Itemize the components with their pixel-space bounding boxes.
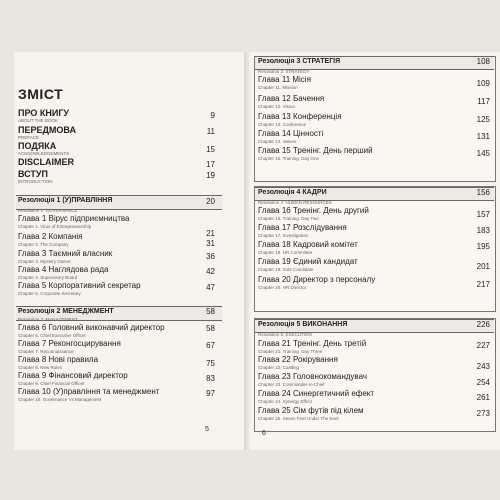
resolution-subtitle: Resolution 3: STRATEGY [258, 69, 310, 74]
page-ref: 125 [476, 115, 490, 124]
page-ref: 201 [476, 262, 490, 271]
page-number: 5 [205, 426, 209, 433]
chapter-title: Глава 13 Конференція [258, 112, 342, 121]
chapter-title: Глава 20 Директор з персоналу [258, 275, 376, 284]
chapter-subtitle: Chapter 22. Castling [258, 365, 300, 370]
chapter-subtitle: Chapter 16. Training. Day Two [258, 216, 319, 221]
page-ref: 83 [206, 374, 215, 383]
page-ref: 217 [476, 280, 490, 289]
page-ref: 117 [477, 97, 490, 106]
page-ref: 97 [206, 389, 215, 398]
chapter-title: Глава 21 Тренінг. День третій [258, 339, 367, 348]
chapter-title: Глава 3 Таємний власник [18, 249, 113, 258]
chapter-subtitle: Chapter 25. Seven Feet Under The Keel [258, 416, 339, 421]
page-ref: 17 [206, 160, 215, 169]
page-ref: 243 [476, 362, 490, 371]
front-entry-about-en: ABOUT THE BOOK [18, 118, 58, 123]
chapter-subtitle: Chapter 9. Chief Financial Officer [18, 381, 85, 386]
page-ref: 145 [476, 149, 490, 158]
chapter-title: Глава 22 Рокірування [258, 355, 338, 364]
chapter-subtitle: Chapter 18. HR Committee [258, 250, 313, 255]
chapter-subtitle: Chapter 4. Supervisory Board [18, 275, 78, 280]
chapter-subtitle: Chapter 21. Training. Day Three [258, 349, 323, 354]
chapter-subtitle: Chapter 13. Conference [258, 122, 307, 127]
chapter-title: Глава 17 Розслідування [258, 223, 347, 232]
chapter-title: Глава 12 Бачення [258, 94, 325, 103]
chapter-title: Глава 4 Наглядова рада [18, 265, 109, 274]
resolution-heading: Резолюція 2 МЕНЕДЖМЕНТ [16, 306, 222, 321]
chapter-title: Глава 23 Головнокомандувач [258, 372, 368, 381]
front-entry-ack: ПОДЯКА [18, 141, 57, 151]
page-ref: 183 [476, 226, 490, 235]
page-ref: 109 [476, 79, 490, 88]
chapter-subtitle: Chapter 14. Values [258, 139, 297, 144]
chapter-subtitle: Chapter 19. Sole Candidate [258, 267, 314, 272]
chapter-title: Глава 18 Кадровий комітет [258, 240, 358, 249]
page-ref: 9 [210, 111, 215, 120]
page-ref: 157 [476, 210, 490, 219]
page-ref: 36 [206, 252, 215, 261]
resolution-subtitle: Resolution 1: GOVERNANCE [18, 208, 78, 213]
page-ref: 11 [206, 127, 215, 136]
page-ref: 273 [476, 409, 490, 418]
page-ref: 21 [206, 229, 215, 238]
chapter-title: Глава 19 Єдиний кандидат [258, 257, 358, 266]
chapter-subtitle: Chapter 8. New Rules [18, 365, 63, 370]
resolution-heading: Резолюція 5 ВИКОНАННЯ [255, 319, 494, 333]
chapter-subtitle: Chapter 17. Investigation [258, 233, 309, 238]
chapter-title: Глава 1 Вірус підприємництва [18, 214, 130, 223]
page-ref: 195 [476, 242, 490, 251]
chapter-subtitle: Chapter 5. Corporate Secretary [18, 291, 81, 296]
front-entry-preface: ПЕРЕДМОВА [18, 125, 76, 135]
resolution-heading: Резолюція 1 (У)ПРАВЛІННЯ [16, 195, 222, 210]
page-ref: 156 [476, 188, 490, 197]
page-ref: 19 [206, 171, 215, 180]
front-entry-intro-en: INTRODUCTION [18, 179, 53, 184]
resolution-subtitle: Resolution 2: MANAGEMENT [18, 317, 78, 322]
chapter-subtitle: Chapter 7. Reconnaissance [18, 349, 74, 354]
page-ref: 254 [476, 378, 490, 387]
front-entry-about: ПРО КНИГУ [18, 108, 70, 118]
page-ref: 31 [206, 239, 215, 248]
chapter-title: Глава 9 Фінансовий директор [18, 371, 128, 380]
chapter-title: Глава 16 Тренінг. День другий [258, 206, 369, 215]
chapter-subtitle: Chapter 23. Commander-in-Chief [258, 382, 325, 387]
resolution-heading: Резолюція 4 КАДРИ [255, 187, 494, 201]
chapter-subtitle: Chapter 15. Training. Day One [258, 156, 320, 161]
front-entry-intro: ВСТУП [18, 169, 48, 179]
page-ref: 226 [476, 320, 490, 329]
chapter-title: Глава 2 Компанія [18, 232, 83, 241]
chapter-title: Глава 11 Місія [258, 75, 311, 84]
chapter-title: Глава 8 Нові правила [18, 355, 99, 364]
chapter-subtitle: Chapter 6. Chief Executive Officer [18, 333, 86, 338]
chapter-subtitle: Chapter 20. HR Director [258, 285, 307, 290]
chapter-title: Глава 24 Синергетичний ефект [258, 389, 375, 398]
chapter-title: Глава 15 Тренінг. День перший [258, 146, 373, 155]
front-entry-disclaimer: DISCLAIMER [18, 157, 74, 167]
page-ref: 15 [206, 145, 215, 154]
page-ref: 131 [476, 132, 490, 141]
chapter-title: Глава 25 Сім футів під кілем [258, 406, 364, 415]
chapter-subtitle: Chapter 12. Vision [258, 104, 295, 109]
page-ref: 75 [206, 359, 215, 368]
page-number: 6 [262, 430, 266, 437]
chapter-title: Глава 5 Корпоративний секретар [18, 281, 141, 290]
chapter-title: Глава 6 Головний виконавчий директор [18, 323, 165, 332]
page-ref: 67 [206, 341, 215, 350]
page-ref: 227 [476, 341, 490, 350]
page-ref: 47 [206, 283, 215, 292]
resolution-subtitle: Resolution 5: EXECUTION [258, 332, 312, 337]
page-ref: 108 [476, 57, 490, 66]
page-ref: 261 [476, 393, 490, 402]
resolution-subtitle: Resolution 4: HUMAN RESOURCES [258, 200, 332, 205]
chapter-title: Глава 14 Цінності [258, 129, 324, 138]
page-ref: 58 [206, 324, 215, 333]
chapter-subtitle: Chapter 11. Mission [258, 85, 298, 90]
page-ref: 20 [206, 197, 215, 206]
front-entry-preface-en: PREFACE [18, 135, 40, 140]
chapter-subtitle: Chapter 10. Governance Vs Management [18, 397, 102, 402]
front-entry-ack-en: ACKNOWLEDGEMENTS [18, 151, 70, 156]
page-ref: 42 [206, 267, 215, 276]
chapter-title: Глава 10 (У)правління та менеджмент [18, 387, 160, 396]
chapter-title: Глава 7 Реконгосцирування [18, 339, 121, 348]
page-ref: 58 [206, 307, 215, 316]
chapter-subtitle: Chapter 3. Mystery Owner [18, 259, 71, 264]
chapter-subtitle: Chapter 2. The Company [18, 242, 69, 247]
chapter-subtitle: Chapter 24. Synergy Effect [258, 399, 312, 404]
page-title: ЗМІСТ [18, 86, 64, 102]
chapter-subtitle: Chapter 1. Virus of Entrepreneurship [18, 224, 92, 229]
resolution-heading: Резолюція 3 СТРАТЕГІЯ [255, 56, 494, 70]
